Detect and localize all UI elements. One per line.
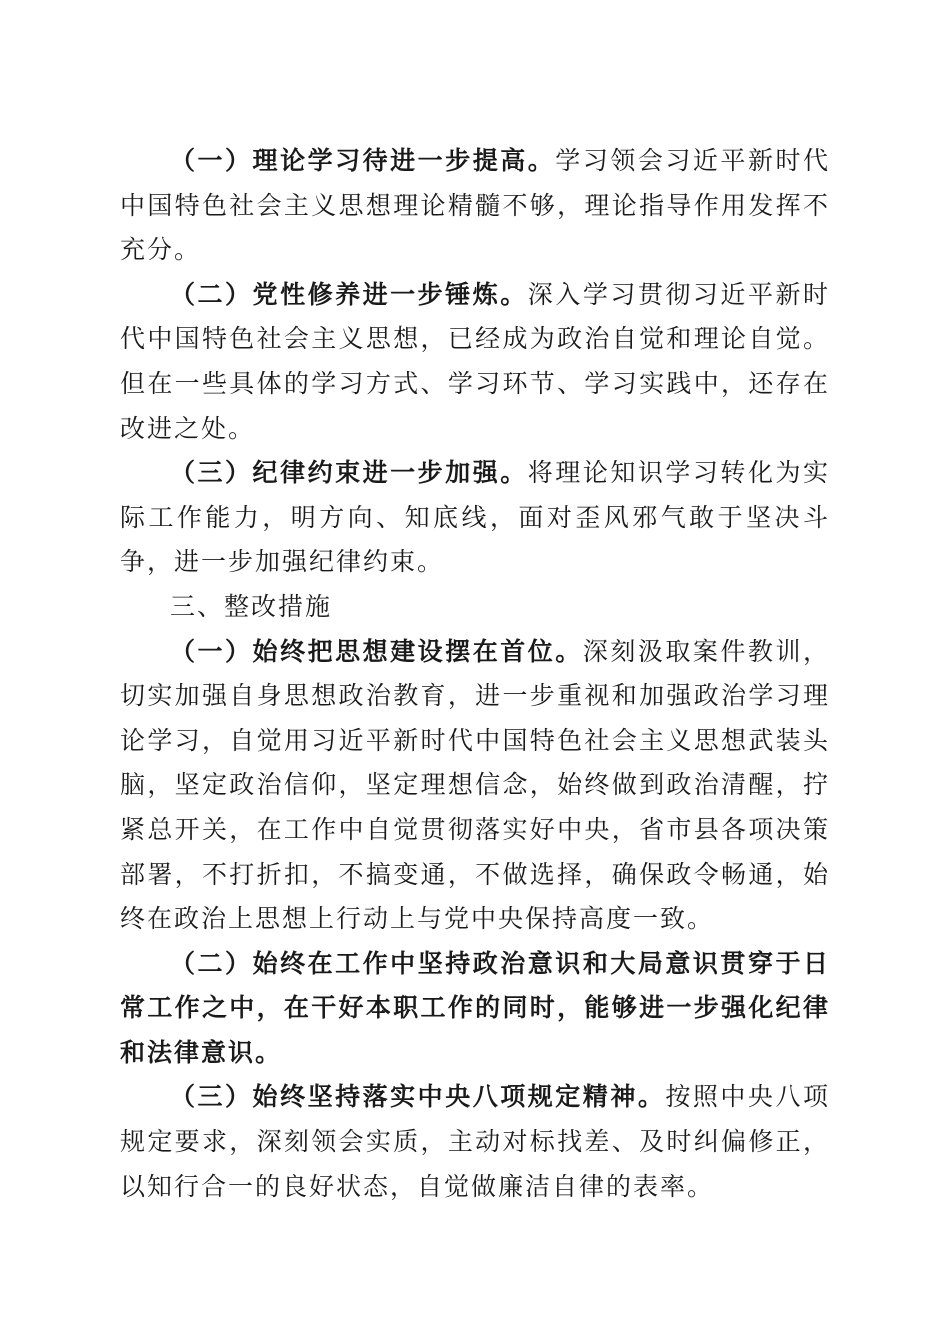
paragraph-3-1 (120, 630, 830, 942)
paragraph-lead: （一）始终把思想建设摆在首位。 (170, 636, 583, 666)
paragraph-text: 按照中央八项规定要求，深刻领会实质，主动对标找差、及时纠偏修正，以知行合一的良好状态，自觉做廉洁自律的表率。 (120, 1082, 830, 1201)
paragraph-2-2 (120, 273, 830, 451)
paragraph-text: 学习领会习近平新时代中国特色社会主义思想理论精髓不够，理论指导作用发挥不充分。 (120, 146, 830, 265)
paragraph-lead: （一）理论学习待进一步提高。 (170, 146, 556, 175)
paragraph-3-2 (120, 942, 830, 1076)
paragraph-text: 深刻汲取案件教训，切实加强自身思想政治教育，进一步重视和加强政治学习理论学习，自觉用习近平新时代中国特色社会主义思想武装头脑，坚定政治信仰，坚定理想信念，始终做到政治清醒，拧紧总开关，在工作中自觉贯彻落实好中央，省市县各项决策部署，不打折扣，不搞变通，不做选择，确保政令畅通，始终在政治上思想上行动上与党中央保持高度一致。 (120, 636, 830, 934)
paragraph-text: 深入学习贯彻习近平新时代中国特色社会主义思想，已经成为政治自觉和理论自觉。但在一些具体的学习方式、学习环节、学习实践中，还存在改进之处。 (120, 279, 830, 443)
paragraph-lead: （三）始终坚持落实中央八项规定精神。 (170, 1082, 666, 1112)
paragraph-3-3 (120, 1075, 830, 1209)
paragraph-lead: （二）党性修养进一步锤炼。 (170, 279, 528, 309)
paragraph-lead: （三）纪律约束进一步加强。 (170, 458, 528, 488)
section-heading: 三、整改措施 (170, 591, 333, 621)
paragraph-text: 将理论知识学习转化为实际工作能力，明方向、知底线，面对歪风邪气敢于坚决斗争，进一步加强纪律约束。 (120, 458, 830, 577)
paragraph-2-1 (120, 139, 830, 273)
paragraph-lead: （二）始终在工作中坚持政治意识和大局意识贯穿于日常工作之中，在干好本职工作的同时，能够进一步强化纪律和法律意识。 (120, 948, 830, 1067)
document-body (120, 139, 830, 1209)
paragraph-2-3 (120, 451, 830, 585)
